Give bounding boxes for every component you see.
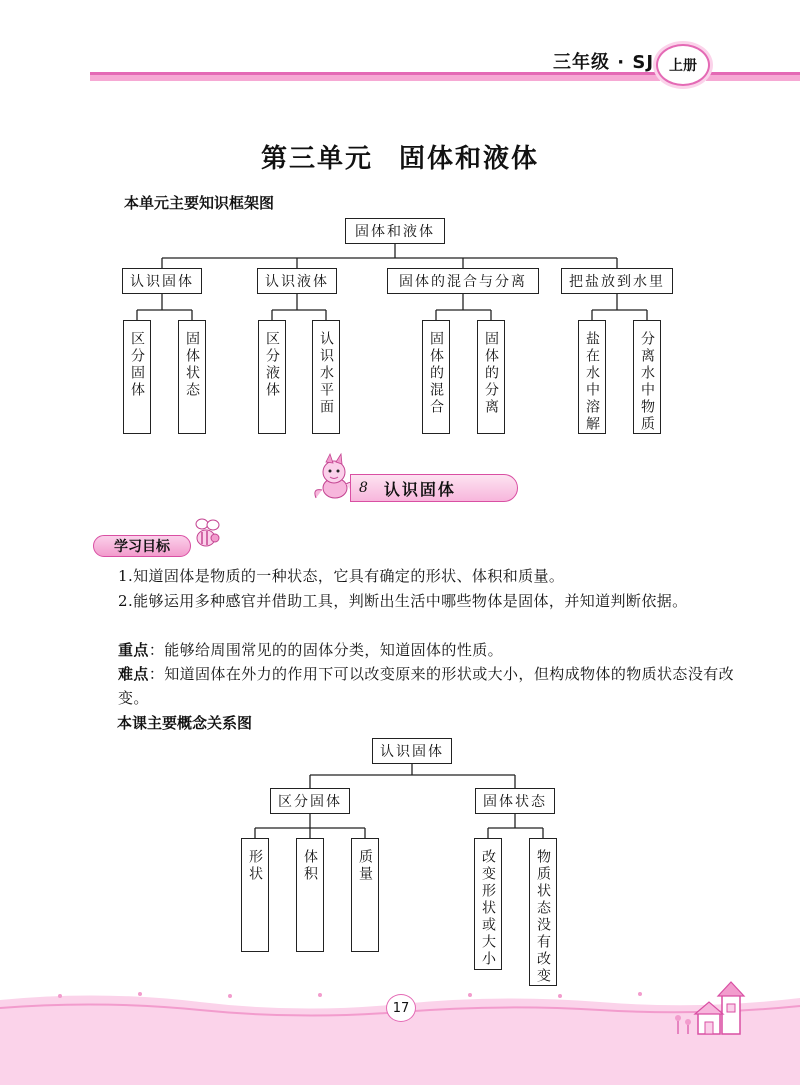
- framework-leaf: 固体状态: [178, 320, 206, 434]
- framework-branch-4: 把盐放到水里: [561, 268, 673, 294]
- concept-branch-2: 固体状态: [475, 788, 555, 814]
- concept-root: 认识固体: [372, 738, 452, 764]
- framework-branch-1: 认识固体: [122, 268, 202, 294]
- lesson-number: 8: [359, 480, 370, 496]
- concept-branch-1: 区分固体: [270, 788, 350, 814]
- framework-root: 固体和液体: [345, 218, 445, 244]
- concept-leaf: 改变形状或大小: [474, 838, 502, 970]
- framework-leaf: 固体的分离: [477, 320, 505, 434]
- page-number: 17: [386, 994, 416, 1022]
- concept-label: 本课主要概念关系图: [117, 714, 253, 732]
- framework-leaf: 区分液体: [258, 320, 286, 434]
- framework-leaf: 固体的混合: [422, 320, 450, 434]
- unit-title-number: 第三单元: [260, 144, 373, 174]
- concept-leaf: 形状: [241, 838, 269, 952]
- framework-leaf: 盐在水中溶解: [578, 320, 606, 434]
- concept-leaf: 质量: [351, 838, 379, 952]
- framework-label: 本单元主要知识框架图: [124, 194, 275, 212]
- concept-leaf: 物质状态没有改变: [529, 838, 557, 986]
- learning-goals-tag: 学习目标: [93, 535, 191, 557]
- grade-label: 三年级 · SJ: [553, 52, 655, 73]
- volume-badge: 上册: [656, 44, 710, 86]
- goal-item-2: 2.能够运用多种感官并借助工具，判断出生活中哪些物体是固体，并知道判断依据。: [118, 592, 688, 610]
- concept-leaf: 体积: [296, 838, 324, 952]
- framework-leaf: 认识水平面: [312, 320, 340, 434]
- framework-leaf: 分离水中物质: [633, 320, 661, 434]
- house-tower-icon: [668, 980, 758, 1040]
- unit-title-name: 固体和液体: [399, 144, 540, 174]
- lesson-title: 认识固体: [383, 479, 456, 499]
- framework-leaf: 区分固体: [123, 320, 151, 434]
- key-point-label: 重点: [118, 641, 149, 659]
- goal-item-1: 1.知道固体是物质的一种状态，它具有确定的形状、体积和质量。: [118, 567, 565, 585]
- difficult-point-label: 难点: [118, 665, 149, 683]
- framework-branch-3: 固体的混合与分离: [387, 268, 539, 294]
- difficult-point-text: ：知道固体在外力的作用下可以改变原来的形状或大小，但构成物体的物质状态没有改变。: [118, 665, 735, 707]
- framework-branch-2: 认识液体: [257, 268, 337, 294]
- key-point-text: ：能够给周围常见的的固体分类，知道固体的性质。: [148, 641, 504, 659]
